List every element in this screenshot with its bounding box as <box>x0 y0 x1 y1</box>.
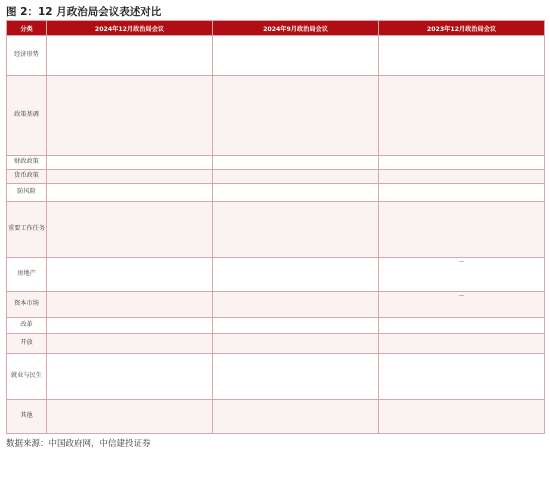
row-category: 其他 <box>7 400 47 434</box>
row-category: 重要工作任务 <box>7 202 47 258</box>
cell-sep-2024 <box>213 156 379 170</box>
header-sep-2024: 2024年9月政治局会议 <box>213 21 379 36</box>
table-row <box>7 354 545 400</box>
cell-sep-2024 <box>213 334 379 354</box>
cell-dec-2024 <box>47 170 213 184</box>
table-header-row <box>7 21 545 36</box>
cell-dec-2024 <box>47 292 213 318</box>
empty-dash: — <box>458 293 465 299</box>
cell-sep-2024 <box>213 76 379 156</box>
table-row <box>7 202 545 258</box>
cell-dec-2024 <box>47 184 213 202</box>
table-row <box>7 170 545 184</box>
table-row <box>7 258 545 292</box>
cell-dec-2023 <box>379 76 545 156</box>
table-row <box>7 156 545 170</box>
empty-dash: — <box>458 259 465 265</box>
comparison-table <box>6 20 545 434</box>
cell-dec-2023 <box>379 354 545 400</box>
cell-dec-2023 <box>379 258 545 292</box>
table-row <box>7 334 545 354</box>
table-row <box>7 36 545 76</box>
cell-dec-2024 <box>47 334 213 354</box>
row-category: 政策基调 <box>7 76 47 156</box>
cell-dec-2023 <box>379 184 545 202</box>
cell-dec-2024 <box>47 156 213 170</box>
cell-dec-2023 <box>379 400 545 434</box>
cell-dec-2024 <box>47 36 213 76</box>
header-category: 分类 <box>7 21 47 36</box>
cell-sep-2024 <box>213 36 379 76</box>
cell-dec-2023 <box>379 202 545 258</box>
cell-dec-2024 <box>47 202 213 258</box>
cell-sep-2024 <box>213 354 379 400</box>
cell-sep-2024 <box>213 400 379 434</box>
header-dec-2024: 2024年12月政治局会议 <box>47 21 213 36</box>
row-category: 开放 <box>7 334 47 354</box>
row-category: 资本市场 <box>7 292 47 318</box>
table-row <box>7 400 545 434</box>
cell-dec-2023 <box>379 170 545 184</box>
cell-dec-2024 <box>47 400 213 434</box>
cell-dec-2024 <box>47 258 213 292</box>
cell-sep-2024 <box>213 318 379 334</box>
row-category: 改革 <box>7 318 47 334</box>
cell-sep-2024 <box>213 184 379 202</box>
cell-sep-2024 <box>213 258 379 292</box>
source-note: 数据来源：中国政府网，中信建投证券 <box>6 439 151 449</box>
table-row <box>7 318 545 334</box>
cell-dec-2024 <box>47 318 213 334</box>
cell-dec-2023 <box>379 292 545 318</box>
cell-dec-2024 <box>47 76 213 156</box>
cell-dec-2023 <box>379 36 545 76</box>
cell-dec-2023 <box>379 156 545 170</box>
cell-dec-2024 <box>47 354 213 400</box>
row-category: 防风险 <box>7 184 47 202</box>
row-category: 财政政策 <box>7 156 47 170</box>
table-row <box>7 76 545 156</box>
header-dec-2023: 2023年12月政治局会议 <box>379 21 545 36</box>
cell-sep-2024 <box>213 202 379 258</box>
row-category: 货币政策 <box>7 170 47 184</box>
cell-sep-2024 <box>213 292 379 318</box>
cell-sep-2024 <box>213 170 379 184</box>
cell-dec-2023 <box>379 318 545 334</box>
row-category: 经济形势 <box>7 36 47 76</box>
table-row <box>7 292 545 318</box>
row-category: 房地产 <box>7 258 47 292</box>
row-category: 就业与民生 <box>7 354 47 400</box>
cell-dec-2023 <box>379 334 545 354</box>
figure-title: 图 2：12 月政治局会议表述对比 <box>6 6 162 18</box>
table-row <box>7 184 545 202</box>
